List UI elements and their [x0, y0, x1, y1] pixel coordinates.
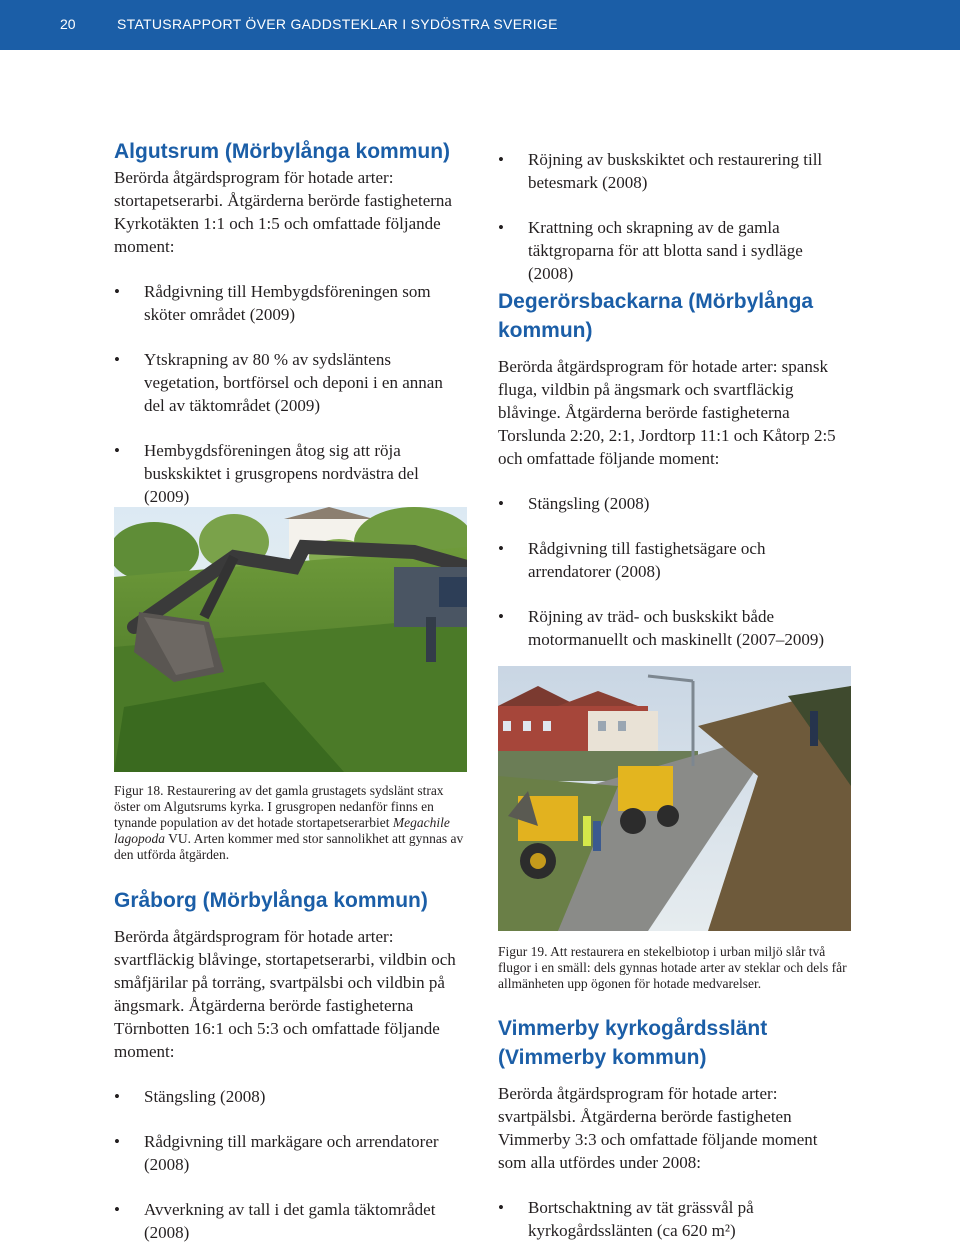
- photo-excavator-slope: [114, 507, 467, 772]
- list-algutsrum: [114, 280, 466, 508]
- list-degerorsbackarna: [498, 492, 850, 651]
- list-item: • Hembygdsföreningen åtog sig att röja buskskiktet i grusgropens nordvästra del (2009): [114, 439, 466, 508]
- caption-18: Figur 18. Restaurering av det gamla grustagets sydslänt strax öster om Algutsrums kyrka. I grusgropen nedanför finns en tynande population av det hotade stortapetserarbiet Megachile lagopoda VU. Arten kommer med stor sannolikhet att gynnas av den utförda åtgärden.: [114, 783, 464, 862]
- section-vimmerby: [498, 1014, 850, 1242]
- section-right-top: [498, 148, 850, 285]
- list-item: • Bortschaktning av tät grässvål på kyrkogårdsslänten (ca 620 m²): [498, 1196, 850, 1242]
- para-graborg: Berörda åtgärdsprogram för hotade arter: svartfläckig blåvinge, stortapetserarbi, vildbin och småfjärilar på torräng, svartpälsbi och vildbin på ängsmark. Åtgärderna berörde fastigheterna Törnbotten 16:1 och 5:3 och omfattade följande moment:: [114, 927, 456, 1061]
- list-item: • Rådgivning till fastighetsägare och arrendatorer (2008): [498, 537, 850, 583]
- caption-19: Figur 19. Att restaurera en stekelbiotop i urban miljö slår två flugor i en smäll: dels gynnas hotade arter av steklar och dels får allmänheten upp ögonen för hotade medvarelser.: [498, 944, 847, 991]
- section-algutsrum: [114, 137, 466, 508]
- heading-graborg: Gråborg (Mörbylånga kommun): [114, 889, 428, 912]
- list-item: • Stängsling (2008): [114, 1085, 466, 1108]
- list-item: • Röjning av träd- och buskskikt både motormanuellt och maskinellt (2007–2009): [498, 605, 850, 651]
- section-graborg: [114, 886, 466, 1244]
- list-item: • Avverkning av tall i det gamla täktområdet (2008): [114, 1198, 466, 1244]
- figure-19-caption: [498, 944, 850, 992]
- list-item: • Röjning av buskskiktet och restaurering till betesmark (2008): [498, 148, 850, 194]
- list-right-top: [498, 148, 850, 285]
- list-item: • Krattning och skrapning av de gamla täktgroparna för att blotta sand i sydläge (2008): [498, 216, 850, 285]
- section-degerorsbackarna: [498, 287, 850, 651]
- heading-vimmerby: Vimmerby kyrkogårdsslänt (Vimmerby kommun): [498, 1017, 768, 1069]
- heading-degerorsbackarna: Degerörsbackarna (Mörbylånga kommun): [498, 290, 814, 342]
- para-vimmerby: Berörda åtgärdsprogram för hotade arter: svartpälsbi. Åtgärderna berörde fastigheten Vimmerby 3:3 och omfattade följande moment som alla utfördes under 2008:: [498, 1084, 818, 1172]
- heading-algutsrum: Algutsrum (Mörbylånga kommun): [114, 140, 451, 163]
- running-title: STATUSRAPPORT ÖVER GADDSTEKLAR I SYDÖSTRA SVERIGE: [117, 16, 558, 32]
- para-algutsrum: Berörda åtgärdsprogram för hotade arter: stortapetserarbi. Åtgärderna berörde fastigheterna Kyrkotäkten 1:1 och 1:5 och omfattade följande moment:: [114, 168, 452, 256]
- list-item: • Stängsling (2008): [498, 492, 850, 515]
- figure-18-caption: [114, 783, 466, 863]
- species-name: Megachile lagopoda: [114, 815, 450, 846]
- list-item: • Rådgivning till markägare och arrendatorer (2008): [114, 1130, 466, 1176]
- list-graborg: [114, 1085, 466, 1244]
- list-item: • Ytskrapning av 80 % av sydsläntens vegetation, bortförsel och deponi i en annan del av täktområdet (2009): [114, 348, 466, 417]
- photo-urban-slope: [498, 666, 851, 931]
- page-number: 20: [60, 16, 76, 32]
- para-degerorsbackarna: Berörda åtgärdsprogram för hotade arter: spansk fluga, vildbin på ängsmark och svartfläckig blåvinge. Åtgärderna berörde fastigheterna Torslunda 2:20, 2:1, Jordtorp 11:1 och Kåtorp 2:5 och omfattade följande moment:: [498, 357, 836, 468]
- header-bar: [0, 0, 960, 50]
- list-item: • Rådgivning till Hembygdsföreningen som sköter området (2009): [114, 280, 466, 326]
- list-vimmerby: [498, 1196, 850, 1242]
